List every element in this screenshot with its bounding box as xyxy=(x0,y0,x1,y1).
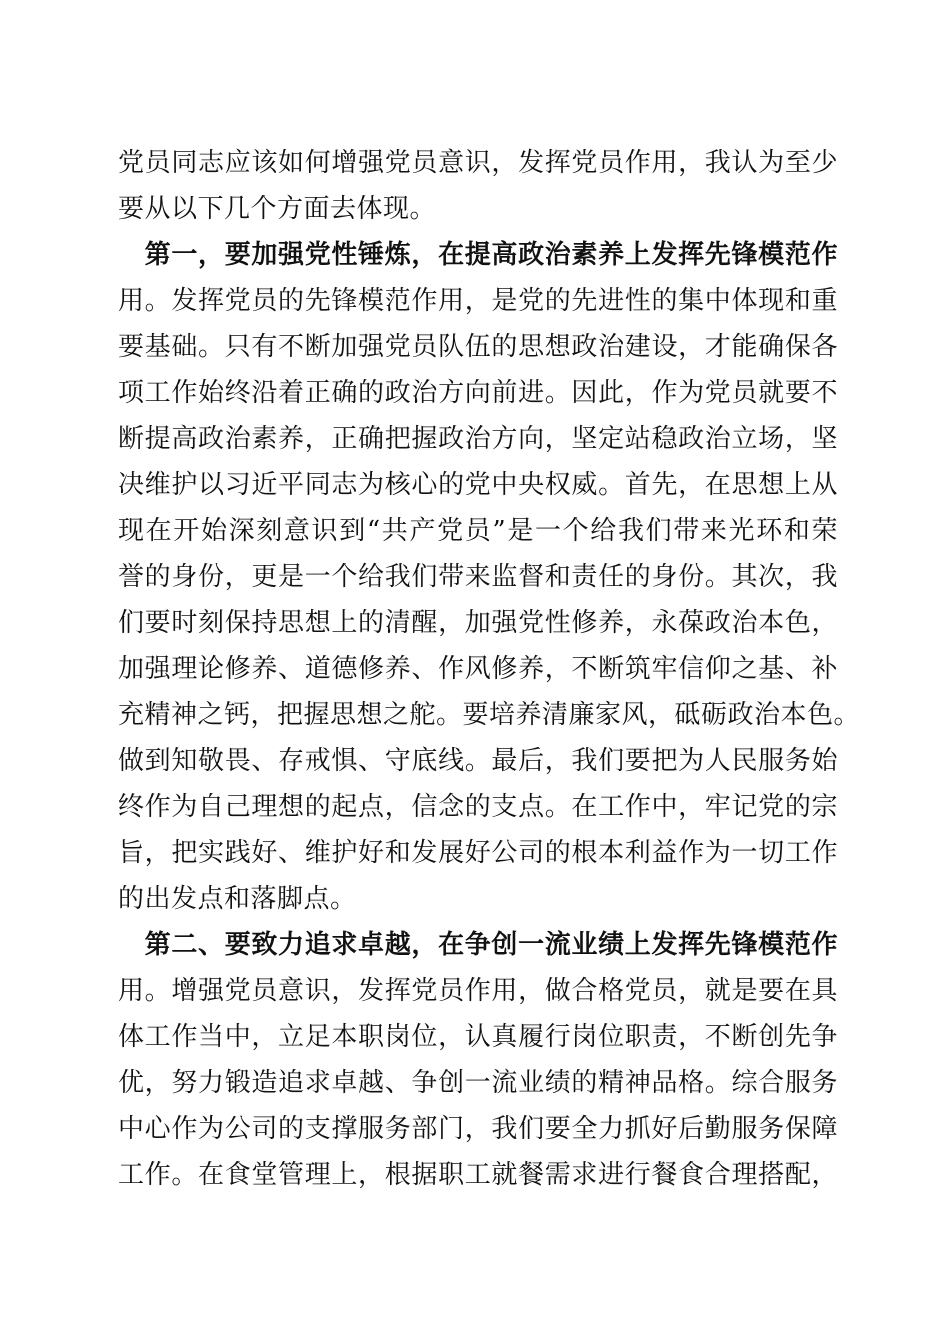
text-line: 中心作为公司的支撑服务部门，我们要全力抓好后勤服务保障 xyxy=(118,1114,838,1144)
text-line: 体工作当中，立足本职岗位，认真履行岗位职责，不断创先争 xyxy=(118,1022,838,1052)
text-line: 决维护以习近平同志为核心的党中央权威。首先，在思想上从 xyxy=(118,470,838,500)
text-line: 的出发点和落脚点。 xyxy=(118,884,357,914)
section-heading-line: 第二、要致力追求卓越，在争创一流业绩上发挥先锋模范作 xyxy=(118,930,838,960)
text-line: 要从以下几个方面去体现。 xyxy=(118,194,437,224)
text-line: 项工作始终沿着正确的政治方向前进。因此，作为党员就要不 xyxy=(118,378,838,408)
text-line: 充精神之钙，把握思想之舵。要培养清廉家风，砥砺政治本色。 xyxy=(118,700,861,730)
text-line: 们要时刻保持思想上的清醒，加强党性修养，永葆政治本色， xyxy=(118,608,838,638)
text-line: 誉的身份，更是一个给我们带来监督和责任的身份。其次，我 xyxy=(118,562,838,592)
text-line: 用。增强党员意识，发挥党员作用，做合格党员，就是要在具 xyxy=(118,976,838,1006)
text-line: 党员同志应该如何增强党员意识，发挥党员作用，我认为至少 xyxy=(118,148,838,178)
section-heading-line: 第一，要加强党性锤炼，在提高政治素养上发挥先锋模范作 xyxy=(118,240,838,270)
text-line: 做到知敬畏、存戒惧、守底线。最后，我们要把为人民服务始 xyxy=(118,746,838,776)
text-line: 要基础。只有不断加强党员队伍的思想政治建设，才能确保各 xyxy=(118,332,838,362)
text-line: 旨，把实践好、维护好和发展好公司的根本利益作为一切工作 xyxy=(118,838,838,868)
text-line: 优，努力锻造追求卓越、争创一流业绩的精神品格。综合服务 xyxy=(118,1068,838,1098)
text-line: 加强理论修养、道德修养、作风修养，不断筑牢信仰之基、补 xyxy=(118,654,838,684)
text-line: 终作为自己理想的起点，信念的支点。在工作中，牢记党的宗 xyxy=(118,792,838,822)
text-line: 断提高政治素养，正确把握政治方向，坚定站稳政治立场，坚 xyxy=(118,424,838,454)
text-line: 用。发挥党员的先锋模范作用，是党的先进性的集中体现和重 xyxy=(118,286,838,316)
text-line: 现在开始深刻意识到“共产党员”是一个给我们带来光环和荣 xyxy=(118,516,838,546)
body-text xyxy=(118,140,861,1198)
text-line: 工作。在食堂管理上，根据职工就餐需求进行餐食合理搭配， xyxy=(118,1160,838,1190)
